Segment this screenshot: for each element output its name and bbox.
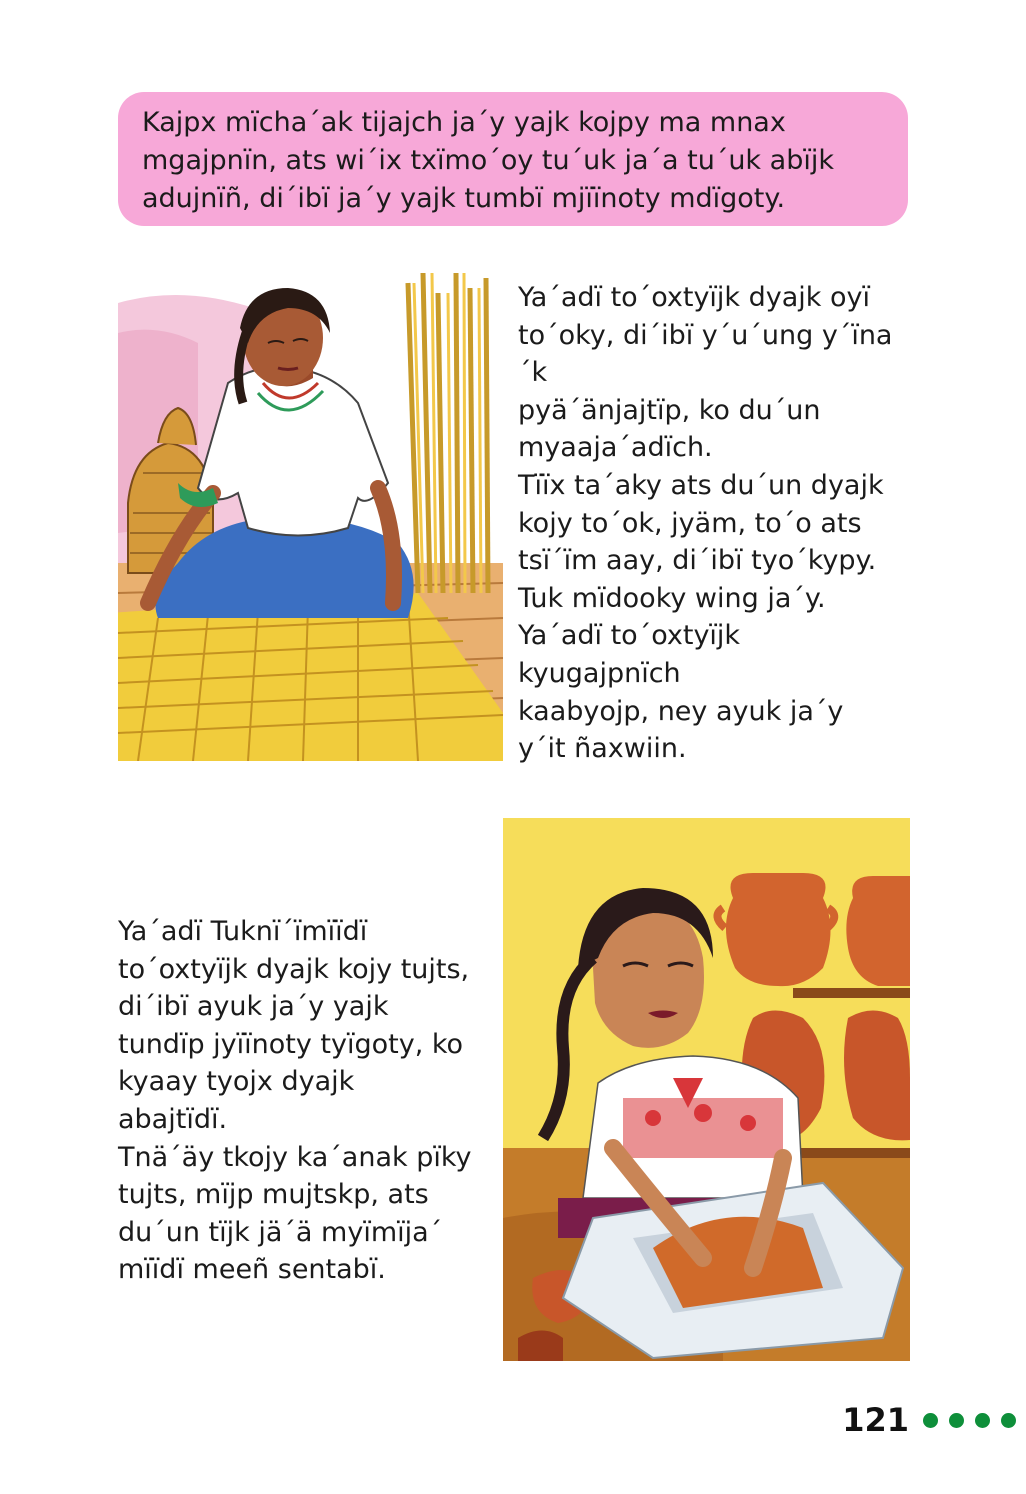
intro-box (118, 92, 908, 226)
woman-weaving-mat-illustration (118, 273, 503, 761)
page-footer (842, 1398, 1016, 1442)
woman-making-pottery-illustration (503, 818, 910, 1361)
decorative-dot (975, 1413, 990, 1428)
decorative-dot (949, 1413, 964, 1428)
decorative-dot (923, 1413, 938, 1428)
page-number: 121 (842, 1401, 909, 1439)
paragraph-weaving: Ya´adï to´oxtyïjk dyajk oyï to´oky, di´ibï y´u´ung y´ïna´k pyä´änjajtïp, ko du´un myaaja´adïch. Tïïx ta´aky ats du´un dyajk kojy to´ok, jyäm, to´o ats tsï´ïm aay, di´ibï tyo´kypy. Tuk mïdooky wing ja´y. Ya´adï to´oxtyïjk kyugajpnïch kaabyojp, ney ayuk ja´y y´it ñaxwiin. (518, 282, 893, 765)
decorative-dot (1001, 1413, 1016, 1428)
intro-text: Kajpx mïcha´ak tijajch ja´y yajk kojpy ma mnax mgajpnïn, ats wi´ix txïmo´oy tu´uk ja´a tu´uk abïjk adujnïñ, di´ibï ja´y yajk tumbï mjïïnoty mdïgoty. (142, 107, 834, 214)
paragraph-pottery: Ya´adï Tuknï´ïmïïdï to´oxtyïjk dyajk kojy tujts, di´ibï ayuk ja´y yajk tundïp jyïïnoty tyïgoty, ko kyaay tyojx dyajk abajtïdï. Tnä´äy tkojy ka´anak pïky tujts, mïjp mujtskp, ats du´un tïjk jä´ä myïmïja´ mïïdï meeñ sentabï. (118, 916, 472, 1286)
